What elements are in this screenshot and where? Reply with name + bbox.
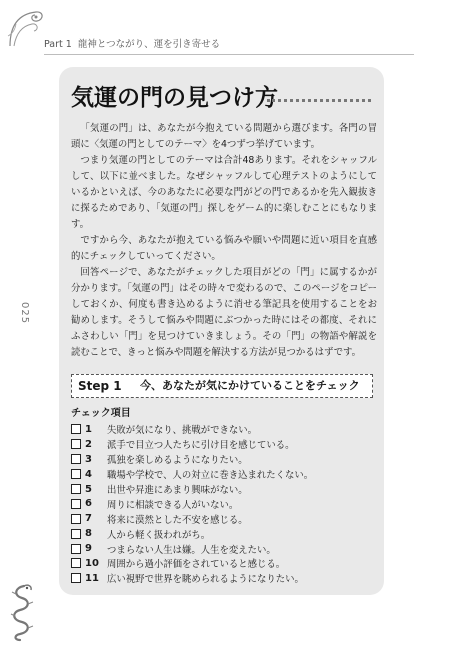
- checkbox[interactable]: [71, 454, 81, 464]
- page-number: [18, 302, 30, 328]
- check-list-header: チェック項目: [71, 408, 131, 419]
- content-panel: [59, 67, 384, 595]
- part-label: Part 1: [44, 39, 72, 50]
- item-text: 将来に漠然とした不安を感じる。: [107, 514, 248, 526]
- step-label: Step 1: [78, 379, 122, 393]
- dragon-icon: [6, 582, 38, 644]
- item-text: 人から軽く扱われがち。: [107, 529, 211, 541]
- corner-flourish-icon: [6, 6, 46, 50]
- title-row: [71, 83, 376, 113]
- section-title: 気運の門の見つけ方: [71, 84, 278, 111]
- running-header: [44, 36, 220, 50]
- header-rule: [44, 54, 414, 55]
- check-item[interactable]: [71, 437, 376, 452]
- check-item[interactable]: [71, 511, 376, 526]
- item-number: 6: [85, 498, 92, 510]
- item-number: 8: [85, 528, 92, 540]
- item-text: 孤独を楽しめるようになりたい。: [107, 455, 248, 467]
- chapter-title: 龍神とつながり、運を引き寄せる: [77, 39, 221, 50]
- page-number-text: 025: [19, 302, 30, 325]
- check-item[interactable]: [71, 452, 376, 467]
- paragraph: つまり気運の門としてのテーマは合計48あります。それをシャッフルして、以下に並べました。なぜシャッフルして心理テストのようにしているかといえば、今のあなたに必要な門がどの門であるかを先入観抜きに探るためであり、「気運の門」探しをゲーム的に楽しむことにもなります。: [71, 155, 377, 230]
- item-number: 1: [85, 423, 92, 435]
- item-number: 5: [85, 483, 92, 495]
- paragraph: 「気運の門」は、あなたが今抱えている問題から選びます。各門の冒頭に〈気運の門としてのテーマ〉を4つずつ挙げています。: [71, 123, 377, 150]
- check-item[interactable]: [71, 541, 376, 556]
- checkbox[interactable]: [71, 514, 81, 524]
- checkbox[interactable]: [71, 529, 81, 539]
- item-number: 2: [85, 438, 92, 450]
- checkbox[interactable]: [71, 469, 81, 479]
- checkbox[interactable]: [71, 558, 81, 568]
- item-number: 11: [85, 572, 99, 584]
- item-text: 出世や昇進にあまり興味がない。: [107, 485, 248, 496]
- item-number: 9: [85, 543, 92, 555]
- title-dotted-rule: [267, 99, 371, 102]
- checkbox[interactable]: [71, 544, 81, 554]
- item-number: 4: [85, 468, 92, 480]
- checkbox[interactable]: [71, 439, 81, 449]
- item-text: 派手で目立つ人たちに引け目を感じている。: [107, 440, 295, 452]
- step-text: 今、あなたが気にかけていることをチェック: [140, 379, 360, 392]
- paragraph: ですから今、あなたが抱えている悩みや願いや問題に近い項目を直感的にチェックしていってください。: [71, 235, 377, 262]
- step-box: [71, 374, 373, 398]
- item-text: 周囲から過小評価をされていると感じる。: [107, 559, 286, 571]
- item-text: つまらない人生は嫌。人生を変えたい。: [107, 544, 276, 556]
- item-number: 10: [85, 557, 99, 569]
- item-text: 広い視野で世界を眺められるようになりたい。: [107, 574, 304, 586]
- check-item[interactable]: [71, 482, 376, 497]
- item-text: 失敗が気になり、挑戦ができない。: [107, 425, 258, 437]
- checkbox[interactable]: [71, 424, 81, 434]
- checkbox[interactable]: [71, 484, 81, 494]
- item-text: 職場や学校で、人の対立に巻き込まれたくない。: [107, 470, 314, 482]
- check-list: [71, 422, 376, 586]
- item-number: 7: [85, 513, 92, 525]
- item-text: 周りに相談できる人がいない。: [107, 499, 239, 511]
- checkbox[interactable]: [71, 499, 81, 509]
- body-text: [71, 121, 377, 361]
- check-item[interactable]: [71, 556, 376, 571]
- checkbox[interactable]: [71, 573, 81, 583]
- check-item[interactable]: [71, 571, 376, 586]
- check-item[interactable]: [71, 422, 376, 437]
- check-item[interactable]: [71, 496, 376, 511]
- item-number: 3: [85, 453, 92, 465]
- check-item[interactable]: [71, 467, 376, 482]
- check-item[interactable]: [71, 526, 376, 541]
- paragraph: 回答ページで、あなたがチェックした項目がどの「門」に属するかが分かります。「気運の門」はその時々で変わるので、このページをコピーしておくか、何度も書き込めるように消せる筆記具を使用することをお勧めします。そうして悩みや問題にぶつかった時にはその都度、それにふさわしい「門」を見つけていきましょう。その「門」の物語や解説を読むことで、きっと悩みや問題を解決する方法が見つかるはずです。: [71, 267, 377, 358]
